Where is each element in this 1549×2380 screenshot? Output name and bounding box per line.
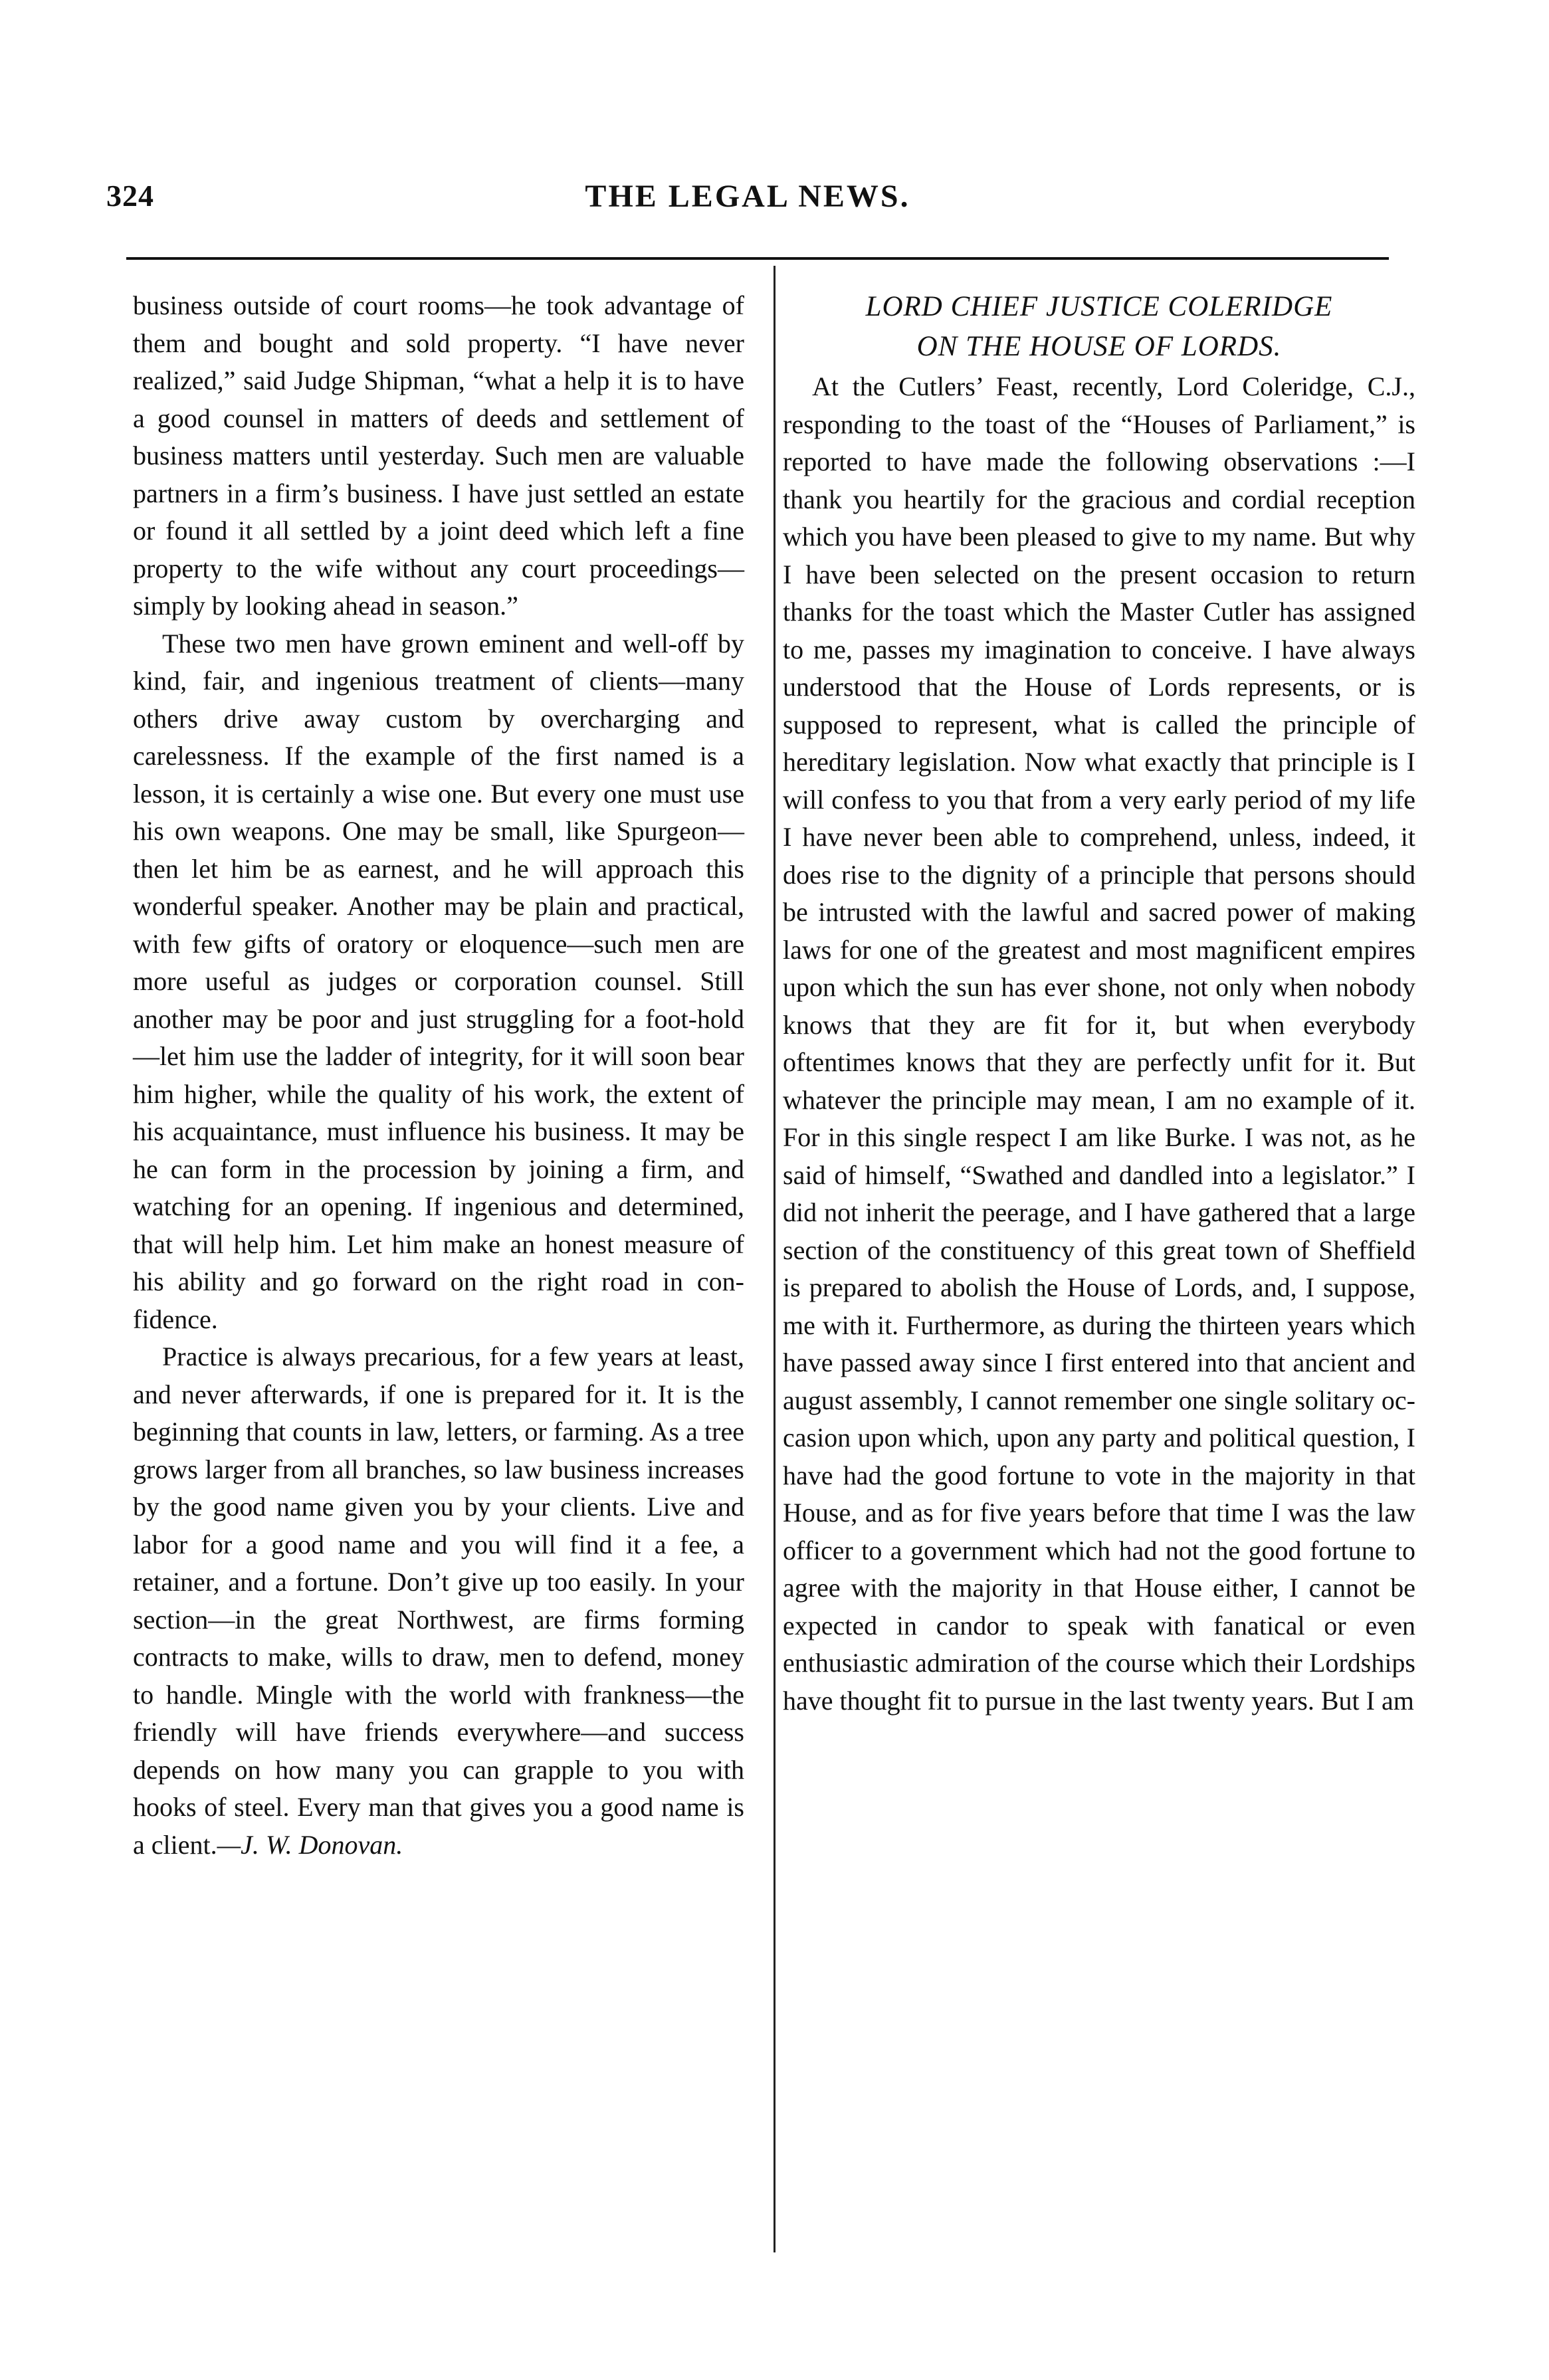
header-rule: [126, 257, 1389, 260]
right-column: [783, 287, 1415, 1720]
author-signature: —J. W. Donovan.: [217, 1829, 403, 1860]
left-column: [133, 287, 744, 1864]
left-paragraph-3-text: Practice is always precarious, for a few years at least, and never afterwards, if one is prepared for it. It is the beginning that counts in law, letters, or farming. As a tree grows larger from all branches, so law business increases by the good name given you by your clients. Live and labor for a good name and you will find it a fee, a retainer, and a fortune. Don’t give up too easily. In your section—in the great Northwest, are firms forming contracts to make, wills to draw, men to defend, money to handle. Mingle with the world with frankness—the friendly will have friends everywhere—and success depends on how many you can grapple to you with hooks of steel. Every man that gives you a good name is a client.: [133, 1341, 744, 1860]
article-title-line-1: LORD CHIEF JUSTICE COLERIDGE: [865, 291, 1333, 322]
left-paragraph-2: These two men have grown eminent and well-off by kind, fair, and ingenious treatment of clients—many others drive away custom by overcharging and carelessness. If the example of the first named is a lesson, it is certainly a wise one. But every one must use his own weapons. One may be small, like Spurgeon—then let him be as earnest, and he will approach this wonderful speaker. Another may be plain and practical, with few gifts of oratory or eloquence—such men are more useful as judges or corporation counsel. Still another may be poor and just struggling for a foot-hold—let him use the ladder of integrity, for it will soon bear him higher, while the quality of his work, the extent of his acquaintance, must influence his business. It may be he can form in the procession by joining a firm, and watching for an opening. If ingenious and determined, that will help him. Let him make an honest measure of his ability and go forward on the right road in confidence.: [133, 628, 744, 1334]
article-title: [783, 287, 1415, 367]
left-paragraph-3: [133, 1338, 744, 1864]
column-divider: [774, 266, 775, 2252]
article-title-line-2: ON THE HOUSE OF LORDS.: [916, 331, 1282, 362]
journal-title: THE LEGAL NEWS.: [585, 179, 910, 214]
page-header: [106, 178, 1389, 251]
right-paragraph-1: At the Cutlers’ Feast, recently, Lord Coleridge, C.J., responding to the toast of the “Houses of Parliament,” is reported to have made the following observations :—I thank you heartily for the gracious and cordial reception which you have been pleased to give to my name. But why I have been selected on the present occasion to return thanks for the toast which the Master Cutler has assigned to me, passes my imagination to conceive. I have always understood that the House of Lords represents, or is supposed to represent, what is called the principle of hereditary legislation. Now what exactly that principle is I will confess to you that from a very early period of my life I have never been able to comprehend, unless, indeed, it does rise to the dignity of a principle that persons should be intrusted with the lawful and sacred power of making laws for one of the greatest and most magnificent empires upon which the sun has ever shone, not only when nobody knows that they are fit for it, but when everybody oftentimes knows that they are perfectly unfit for it. But whatever the principle may mean, I am no example of it. For in this single respect I am like Burke. I was not, as he said of himself, “Swathed and dandled into a legislator.” I did not inherit the peerage, and I have gathered that a large section of the constituency of this great town of Sheffield is prepared to abolish the House of Lords, and, I suppose, me with it. Furthermore, as during the thirteen years which have passed away since I first entered into that ancient and august assembly, I cannot remember one single solitary occasion upon which, upon any party and political question, I have had the good fortune to vote in the majority in that House, and as for five years before that time I was the law officer to a government which had not the good fortune to agree with the majority in that House either, I cannot be expected in candor to speak with fanatical or even enthusiastic admiration of the course which their Lordships have thought fit to pursue in the last twenty years. But I am: [783, 371, 1415, 1716]
left-paragraph-1: business outside of court rooms—he took advantage of them and bought and sold property. “I have never realized,” said Judge Shipman, “what a help it is to have a good counsel in matters of deeds and settlement of business matters until yesterday. Such men are valuable partners in a firm’s business. I have just settled an estate or found it all settled by a joint deed which left a fine property to the wife without any court proceedings—simply by looking ahead in season.”: [133, 290, 744, 621]
page-number: 324: [106, 179, 154, 213]
